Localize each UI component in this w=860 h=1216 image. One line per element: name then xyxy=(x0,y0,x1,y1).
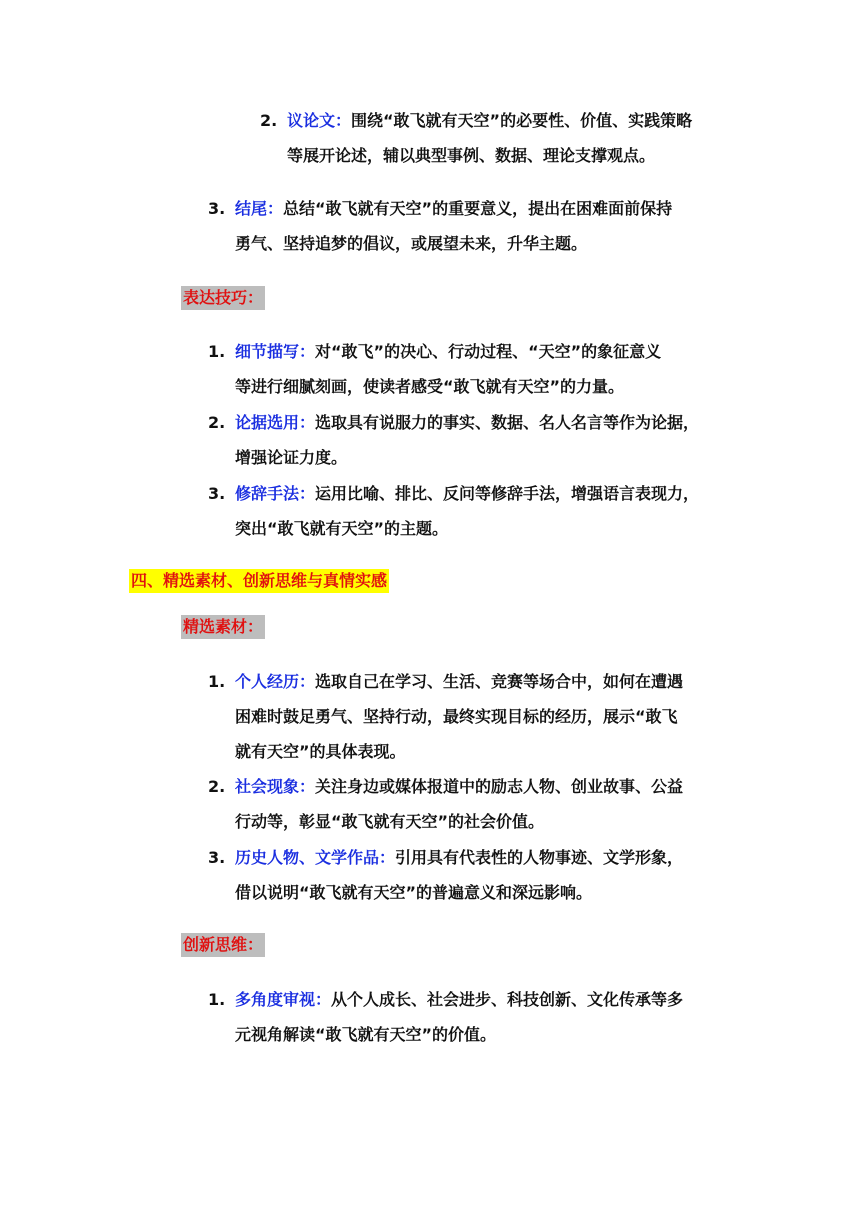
list-term: 修辞手法 xyxy=(235,484,300,503)
subheading-materials: 精选素材： xyxy=(181,615,265,639)
subheading-thinking: 创新思维： xyxy=(181,933,265,957)
list-term: 多角度审视 xyxy=(235,990,316,1009)
list-term: 议论文 xyxy=(287,111,336,130)
list-item xyxy=(208,664,684,769)
list-text: 运用比喻、排比、反问等修辞手法，增强语言表现力， xyxy=(315,484,700,503)
list-text: 总结“敢飞就有天空”的重要意义，提出在困难面前保持 xyxy=(283,199,673,218)
list-line: 就有天空”的具体表现。 xyxy=(235,742,406,761)
list-term: 细节描写 xyxy=(235,342,300,361)
list-number: 1. xyxy=(208,672,226,691)
list-number: 3. xyxy=(208,484,226,503)
list-number: 1. xyxy=(208,342,226,361)
list-number: 1. xyxy=(208,990,226,1009)
list-item xyxy=(208,982,684,1052)
list-text: 选取具有说服力的事实、数据、名人名言等作为论据， xyxy=(315,413,700,432)
list-line: 元视角解读“敢飞就有天空”的价值。 xyxy=(235,1025,497,1044)
list-text: 从个人成长、社会进步、科技创新、文化传承等多 xyxy=(331,990,684,1009)
list-term-sep: ： xyxy=(335,111,352,130)
subheading-techniques: 表达技巧： xyxy=(181,286,265,310)
list-item xyxy=(208,840,684,910)
list-term: 个人经历 xyxy=(235,672,300,691)
list-term-sep: ： xyxy=(267,199,284,218)
list-item xyxy=(260,103,693,173)
list-number: 3. xyxy=(208,848,226,867)
list-item xyxy=(208,334,662,404)
list-text: 对“敢飞”的决心、行动过程、“天空”的象征意义 xyxy=(315,342,662,361)
list-term: 结尾 xyxy=(235,199,268,218)
list-text: 引用具有代表性的人物事迹、文学形象， xyxy=(395,848,684,867)
list-line: 等展开论述，辅以典型事例、数据、理论支撑观点。 xyxy=(287,146,656,165)
list-text: 围绕“敢飞就有天空”的必要性、价值、实践策略 xyxy=(351,111,693,130)
list-line: 增强论证力度。 xyxy=(235,448,348,467)
list-text: 选取自己在学习、生活、竞赛等场合中，如何在遭遇 xyxy=(315,672,684,691)
list-term-sep: ： xyxy=(299,413,316,432)
list-number: 2. xyxy=(208,413,226,432)
list-line: 行动等，彰显“敢飞就有天空”的社会价值。 xyxy=(235,812,545,831)
list-line xyxy=(235,191,672,226)
list-term-sep: ： xyxy=(299,342,316,361)
list-line xyxy=(235,769,683,804)
section-heading: 四、精选素材、创新思维与真情实感 xyxy=(129,569,389,593)
list-term-sep: ： xyxy=(315,990,332,1009)
list-item xyxy=(208,769,684,839)
list-term-sep: ： xyxy=(299,672,316,691)
list-line xyxy=(235,664,683,699)
list-term-sep: ： xyxy=(299,777,316,796)
list-term: 论据选用 xyxy=(235,413,300,432)
list-term-sep: ： xyxy=(299,484,316,503)
list-item xyxy=(208,405,700,475)
list-line: 借以说明“敢飞就有天空”的普遍意义和深远影响。 xyxy=(235,883,593,902)
list-item xyxy=(208,191,673,261)
list-term: 历史人物、文学作品 xyxy=(235,848,380,867)
list-line xyxy=(235,405,699,440)
list-line xyxy=(235,476,699,511)
list-text: 关注身边或媒体报道中的励志人物、创业故事、公益 xyxy=(315,777,684,796)
list-line: 等进行细腻刻画，使读者感受“敢飞就有天空”的力量。 xyxy=(235,377,625,396)
list-line xyxy=(235,982,683,1017)
list-term-sep: ： xyxy=(379,848,396,867)
list-number: 2. xyxy=(208,777,226,796)
list-line: 困难时鼓足勇气、坚持行动，最终实现目标的经历，展示“敢飞 xyxy=(235,707,678,726)
list-number: 3. xyxy=(208,199,226,218)
list-line xyxy=(287,103,692,138)
list-line xyxy=(235,840,683,875)
list-line xyxy=(235,334,661,369)
list-term: 社会现象 xyxy=(235,777,300,796)
list-item xyxy=(208,476,700,546)
list-number: 2. xyxy=(260,111,278,130)
list-line: 突出“敢飞就有天空”的主题。 xyxy=(235,519,449,538)
list-line: 勇气、坚持追梦的倡议，或展望未来，升华主题。 xyxy=(235,234,588,253)
